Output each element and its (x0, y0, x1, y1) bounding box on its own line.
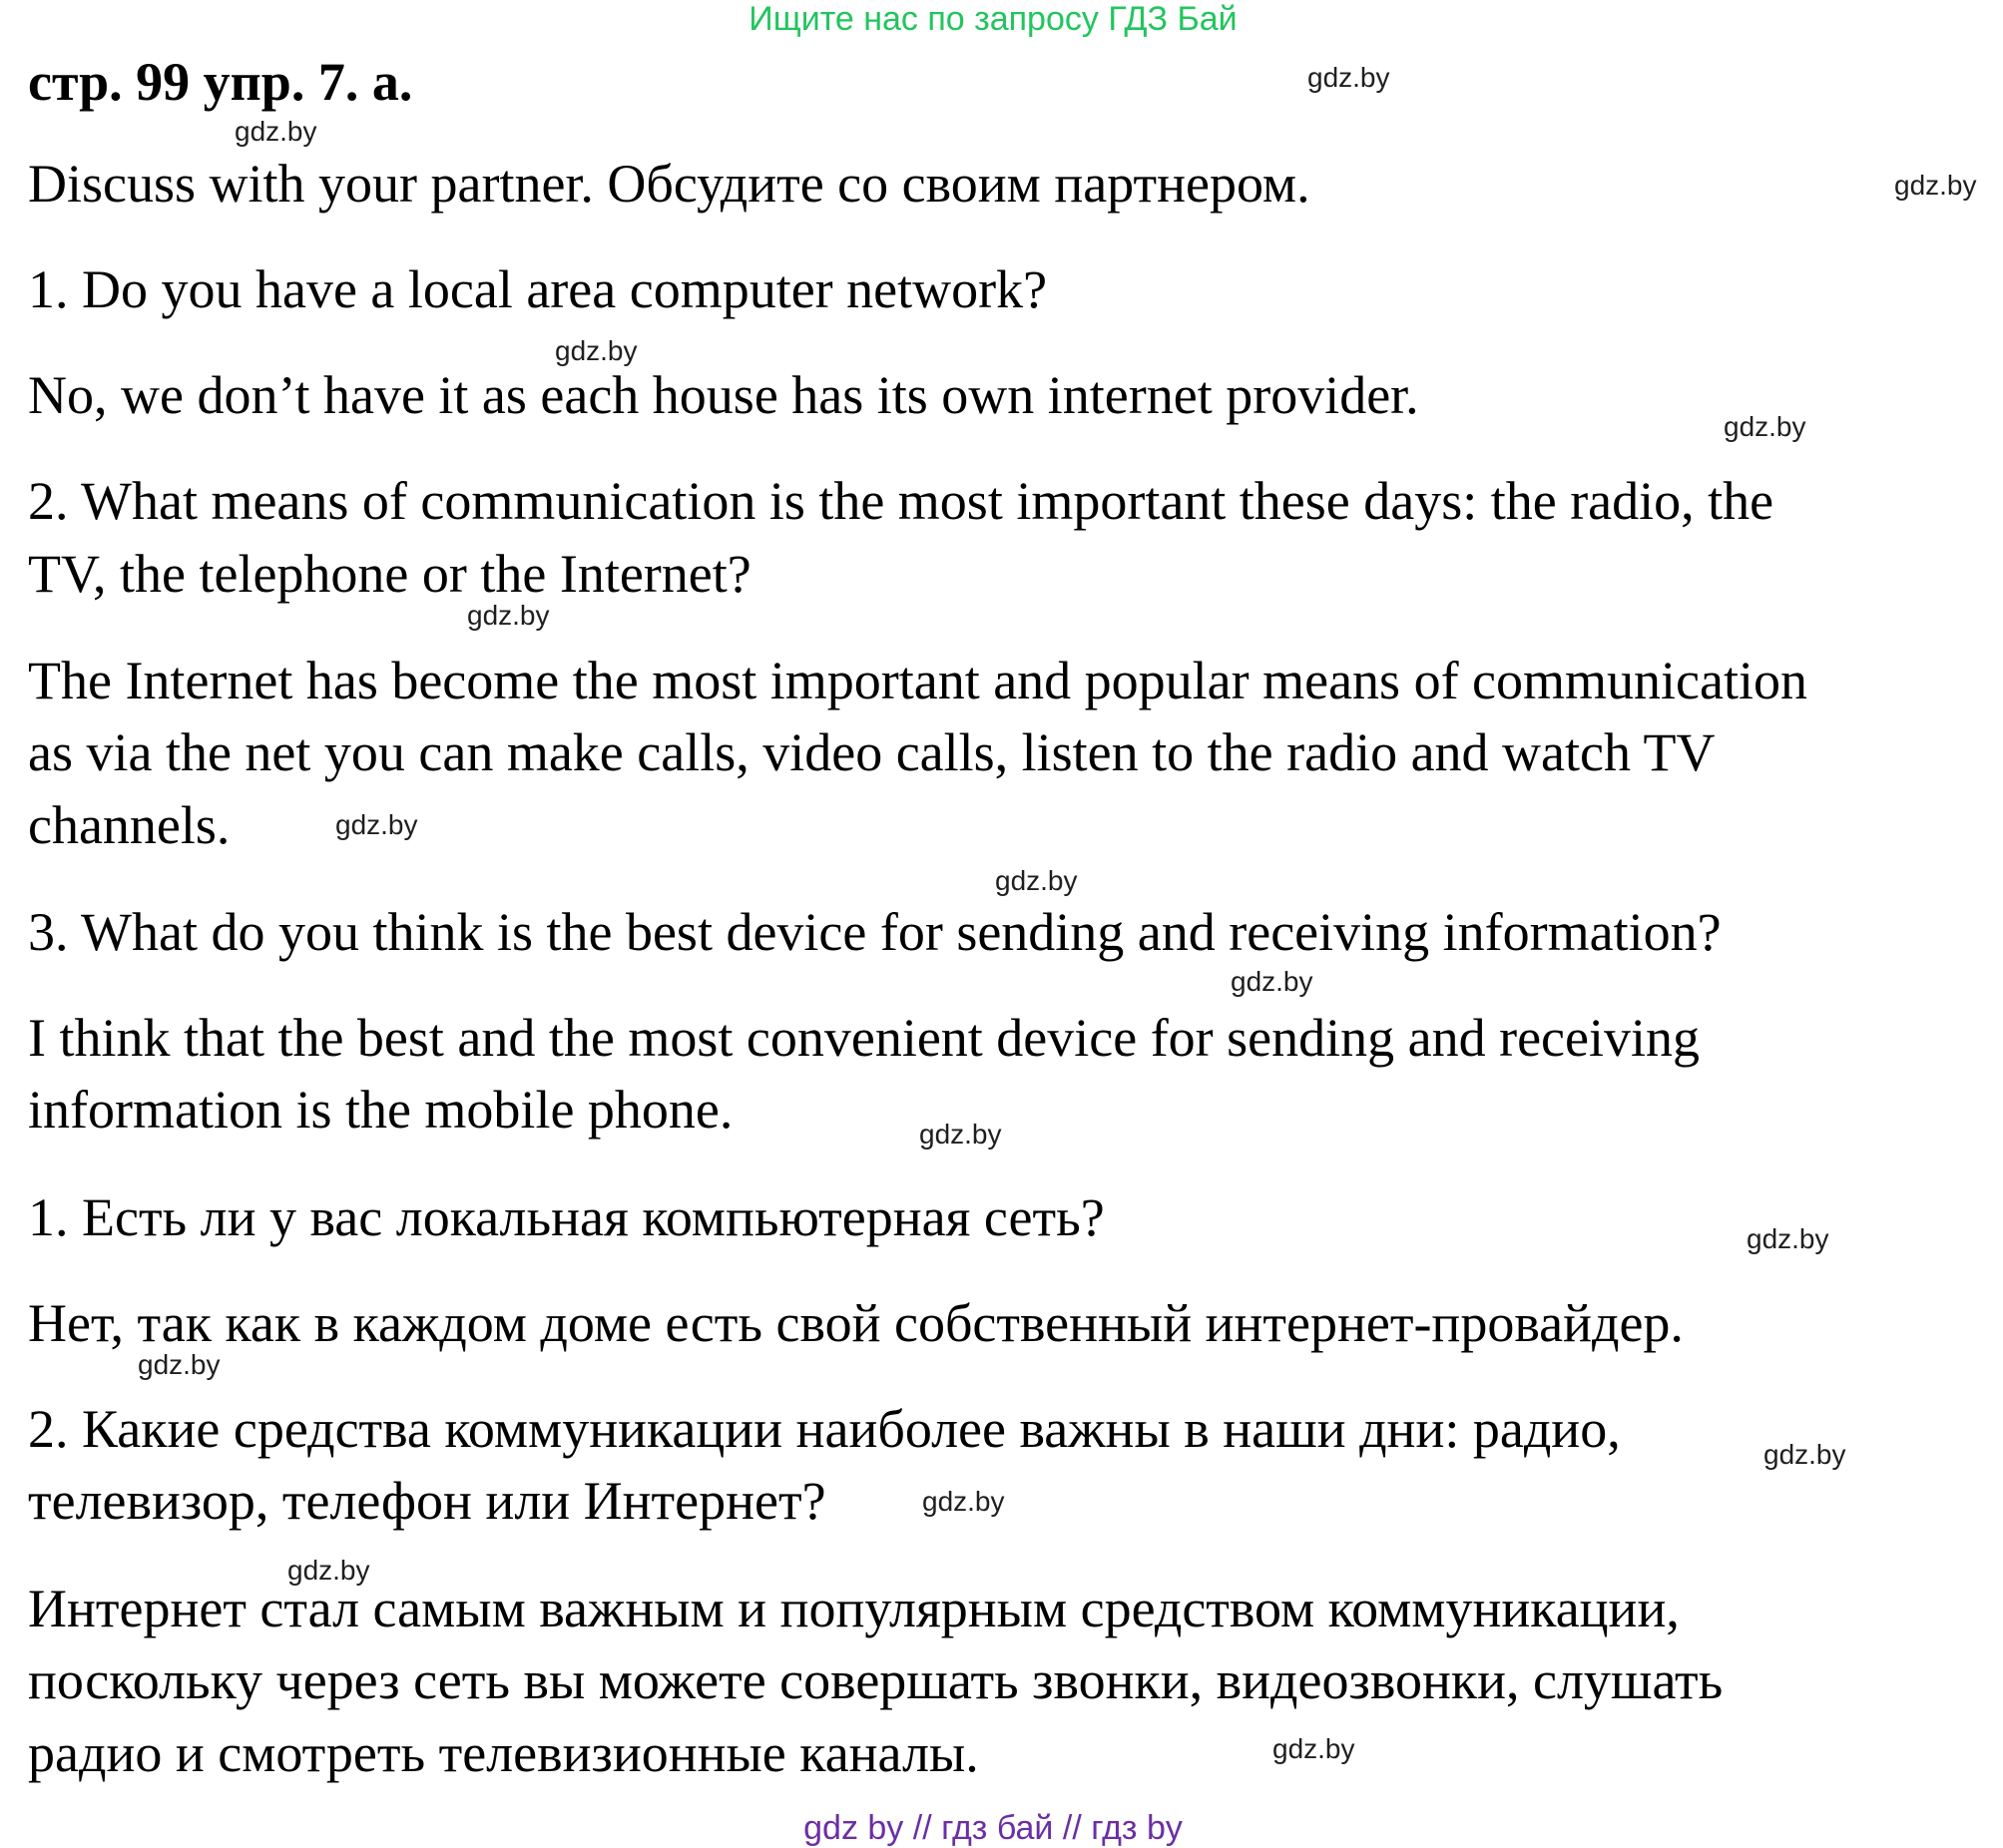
answer-2-en-line-2: as via the net you can make calls, video calls, listen to the radio and watch TV (28, 722, 1716, 782)
watermark: gdz.by (919, 1119, 1002, 1150)
answer-2-en-line-1: The Internet has become the most important and popular means of communication (28, 651, 1807, 710)
answer-2-ru-line-2: поскольку через сеть вы можете совершать звонки, видеозвонки, слушать (28, 1650, 1724, 1710)
question-1-en: 1. Do you have a local area computer network? (28, 259, 1048, 319)
instruction-line: Discuss with your partner. Обсудите со своим партнером. (28, 154, 1310, 214)
watermark: gdz.by (995, 865, 1078, 896)
answer-1-ru: Нет, так как в каждом доме есть свой собственный интернет-провайдер. (28, 1293, 1684, 1353)
top-banner: Ищите нас по запросу ГДЗ Бай (749, 0, 1238, 38)
answer-2-en-line-3: channels. (28, 795, 231, 855)
footer-links: gdz by // гдз бай // гдз by (803, 1809, 1183, 1847)
question-3-en: 3. What do you think is the best device for sending and receiving information? (28, 902, 1722, 962)
watermark: gdz.by (1272, 1733, 1355, 1764)
watermark: gdz.by (1747, 1223, 1829, 1254)
watermark: gdz.by (1724, 411, 1806, 442)
exercise-title: стр. 99 упр. 7. а. (28, 52, 413, 112)
watermark: gdz.by (287, 1555, 370, 1586)
watermark: gdz.by (555, 335, 638, 366)
question-2-ru-line-2: телевизор, телефон или Интернет? (28, 1471, 826, 1531)
question-1-ru: 1. Есть ли у вас локальная компьютерная сеть? (28, 1187, 1105, 1247)
answer-2-ru-line-3: радио и смотреть телевизионные каналы. (28, 1723, 979, 1783)
watermark: gdz.by (1231, 966, 1313, 997)
answer-1-en: No, we don’t have it as each house has its own internet provider. (28, 365, 1419, 425)
watermark: gdz.by (1307, 62, 1390, 93)
watermark: gdz.by (1763, 1439, 1846, 1470)
watermark: gdz.by (235, 116, 317, 147)
answer-2-ru-line-1: Интернет стал самым важным и популярным средством коммуникации, (28, 1579, 1680, 1638)
watermark: gdz.by (1894, 170, 1977, 201)
watermark: gdz.by (335, 809, 418, 840)
answer-3-en-line-2: information is the mobile phone. (28, 1080, 734, 1140)
watermark: gdz.by (138, 1349, 221, 1380)
question-2-ru-line-1: 2. Какие средства коммуникации наиболее важны в наши дни: радио, (28, 1399, 1621, 1459)
question-2-en-line-2: TV, the telephone or the Internet? (28, 544, 751, 604)
watermark: gdz.by (922, 1486, 1005, 1517)
watermark: gdz.by (467, 600, 550, 631)
question-2-en-line-1: 2. What means of communication is the most important these days: the radio, the (28, 471, 1774, 531)
answer-3-en-line-1: I think that the best and the most convenient device for sending and receiving (28, 1008, 1701, 1068)
